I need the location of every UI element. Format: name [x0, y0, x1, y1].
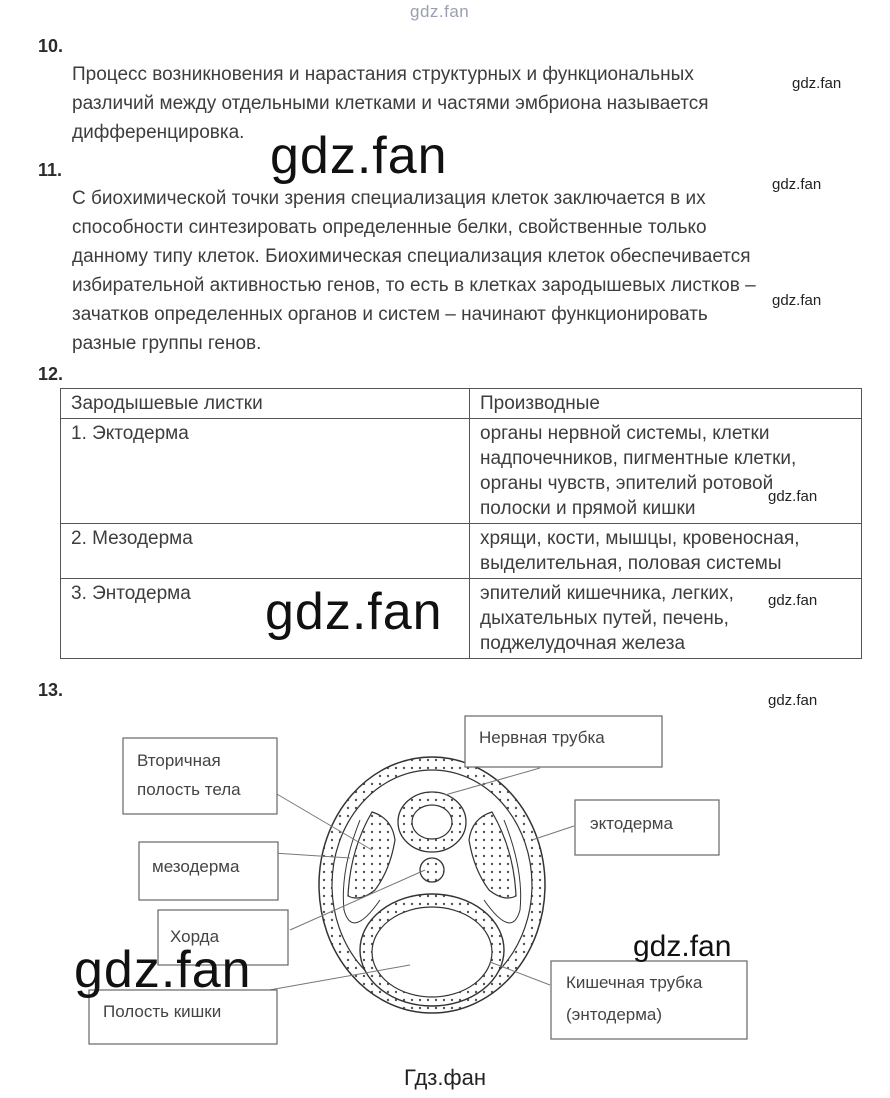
- chord: [420, 858, 444, 882]
- derivative-line: органы чувств, эпителий ротовой: [480, 473, 774, 494]
- neural-tube-canal: [412, 805, 452, 839]
- q11-line: способности синтезировать определенные белки, свойственные только: [72, 217, 707, 238]
- q10-line: дифференцировка.: [72, 122, 245, 143]
- embryo-cross-section-diagram: [0, 700, 890, 1060]
- label-gut-cavity: Полость кишки: [103, 1002, 222, 1021]
- table-cell-layer: 3. Энтодерма: [61, 579, 470, 659]
- table-row: [61, 524, 862, 579]
- derivative-line: дыхательных путей, печень,: [480, 608, 729, 629]
- derivative-line: надпочечников, пигментные клетки,: [480, 448, 797, 469]
- watermark-big: gdz.fan: [74, 941, 252, 999]
- label-gut-tube: (энтодерма): [566, 1005, 663, 1024]
- q11-line: избирательной активностью генов, то есть в клетках зародышевых листков –: [72, 275, 756, 296]
- watermark-small: gdz.fan: [792, 75, 842, 92]
- watermark-big: gdz.fan: [270, 127, 448, 185]
- leader-line: [532, 826, 574, 840]
- label-chord: Хорда: [170, 927, 220, 946]
- question-13-number: 13.: [38, 680, 64, 700]
- question-11-text: [72, 184, 756, 358]
- table-cell-layer: 2. Мезодерма: [61, 524, 470, 579]
- gut-cavity: [372, 907, 492, 997]
- table-cell-layer: 1. Эктодерма: [61, 419, 470, 524]
- q11-line: данному типу клеток. Биохимическая специализация клеток обеспечивается: [72, 246, 751, 267]
- q11-line: С биохимической точки зрения специализация клеток заключается в их: [72, 188, 706, 209]
- question-11-number: 11.: [38, 160, 63, 180]
- label-mesoderm: мезодерма: [152, 857, 240, 876]
- watermark-small: gdz.fan: [772, 176, 822, 193]
- watermark-big: gdz.fan: [265, 583, 443, 641]
- table-header-cell: Зародышевые листки: [61, 389, 470, 419]
- label-box: [123, 738, 277, 814]
- table-cell-derivatives: [470, 579, 862, 659]
- q10-line: Процесс возникновения и нарастания структурных и функциональных: [72, 64, 694, 85]
- label-secondary-cavity: полость тела: [137, 780, 241, 799]
- watermark-small: gdz.fan: [768, 592, 818, 609]
- table-cell-derivatives: [470, 524, 862, 579]
- q10-line: различий между отдельными клетками и частями эмбриона называется: [72, 93, 709, 114]
- derivative-line: полоски и прямой кишки: [480, 498, 696, 519]
- derivative-line: выделительная, половая системы: [480, 553, 782, 574]
- watermark-small: gdz.fan: [772, 292, 822, 309]
- label-secondary-cavity: Вторичная: [137, 751, 221, 770]
- table-header-row: [61, 389, 862, 419]
- table-header-cell: Производные: [470, 389, 862, 419]
- question-12-number: 12.: [38, 364, 64, 384]
- footer-watermark: Гдз.фан: [404, 1065, 486, 1090]
- q11-line: зачатков определенных органов и систем – начинают функционировать: [72, 304, 708, 325]
- label-ectoderm: эктодерма: [590, 814, 673, 833]
- question-10-number: 10.: [38, 36, 64, 56]
- label-neural-tube: Нервная трубка: [479, 728, 605, 747]
- germ-layers-table: [60, 388, 862, 659]
- watermark-medium: gdz.fan: [633, 930, 732, 963]
- table-cell-derivatives: [470, 419, 862, 524]
- q11-line: разные группы генов.: [72, 333, 262, 354]
- table-row: [61, 419, 862, 524]
- watermark-top: gdz.fan: [410, 2, 470, 21]
- derivative-line: эпителий кишечника, легких,: [480, 583, 734, 604]
- derivative-line: хрящи, кости, мышцы, кровеносная,: [480, 528, 800, 549]
- table-row: [61, 579, 862, 659]
- derivative-line: поджелудочная железа: [480, 633, 686, 654]
- label-gut-tube: Кишечная трубка: [566, 973, 703, 992]
- derivative-line: органы нервной системы, клетки: [480, 423, 770, 444]
- watermark-small: gdz.fan: [768, 692, 818, 709]
- watermark-small: gdz.fan: [768, 488, 818, 505]
